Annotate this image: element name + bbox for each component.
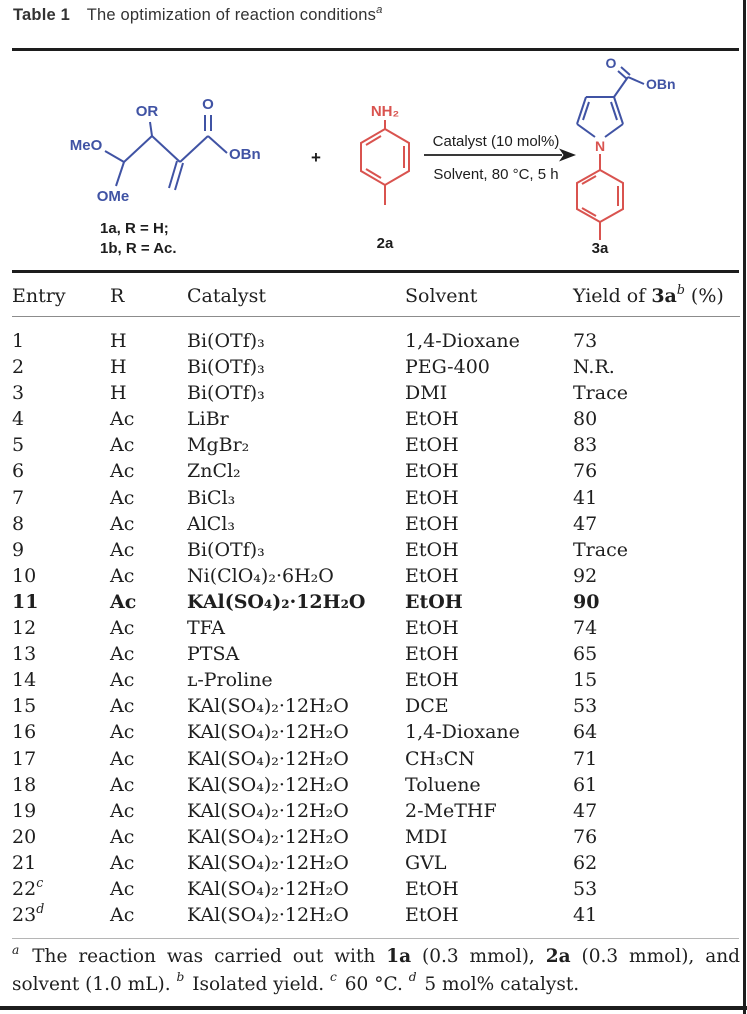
plus-sign: +: [311, 148, 321, 167]
r-cell: Ac: [110, 460, 135, 483]
yield-cell: 65: [573, 643, 598, 666]
yield-cell: 62: [573, 851, 598, 874]
reactant-1-structure: [105, 115, 227, 190]
catalyst-cell: KAl(SO₄)₂·12H₂O: [187, 773, 349, 796]
solvent-cell: 1,4-Dioxane: [405, 330, 520, 352]
table-row: [12, 850, 740, 876]
solvent-cell: DCE: [405, 695, 449, 718]
entry-cell: 18: [12, 773, 37, 796]
yield-cell: 76: [573, 460, 598, 483]
solvent-cell: EtOH: [405, 460, 459, 483]
catalyst-cell: BiCl₃: [187, 486, 236, 509]
entry-cell: 10: [12, 564, 37, 587]
entry-cell: 5: [12, 434, 25, 457]
r-cell: Ac: [110, 669, 135, 692]
yield-cell: 53: [573, 695, 598, 718]
yield-cell: 41: [573, 486, 598, 509]
r-cell: Ac: [110, 564, 135, 587]
yield-cell: N.R.: [573, 356, 615, 379]
solvent-cell: CH₃CN: [405, 747, 475, 770]
solvent-cell: PEG-400: [405, 356, 490, 379]
entry-cell: 20: [12, 825, 37, 848]
solvent-cell: MDI: [405, 825, 448, 848]
table-row: [12, 537, 740, 563]
yield-cell: 47: [573, 799, 598, 822]
catalyst-cell: KAl(SO₄)₂·12H₂O: [187, 721, 349, 744]
entry-cell: 12: [12, 617, 37, 640]
r-cell: Ac: [110, 721, 135, 744]
yield-cell: 90: [573, 590, 600, 613]
header-top-rule: [12, 270, 739, 273]
r-cell: Ac: [110, 408, 135, 431]
footnotes: $^a$ The reaction was carried out with 1a (0.3 mmol), 2a (0.3 mmol), and solvent (1.0 mL). $^b$ Isolated yield. $^c$ 60 °C. $^d$ 5 mol% catalyst.: [12, 942, 740, 995]
catalyst-cell: PTSA: [187, 643, 240, 666]
table-row: [12, 485, 740, 511]
r-cell: Ac: [110, 486, 135, 509]
right-border: [743, 0, 746, 1014]
column-header-catalyst: Catalyst: [187, 276, 405, 317]
yield-cell: 80: [573, 408, 598, 431]
table-row: [12, 902, 740, 928]
product-structure: [577, 67, 644, 240]
entry-cell: 19: [12, 799, 37, 822]
entry-cell: 8: [12, 512, 25, 535]
catalyst-cell: KAl(SO₄)₂·12H₂O: [187, 695, 349, 718]
footnote-rule: [12, 938, 739, 939]
bottom-border: [0, 1006, 747, 1010]
reactant-1-caption-line2: 1b, R = Ac.: [100, 240, 177, 257]
r-cell: Ac: [110, 434, 135, 457]
column-header-solvent: Solvent: [405, 276, 573, 317]
catalyst-cell: KAl(SO₄)₂·12H₂O: [187, 747, 349, 770]
catalyst-cell: Ni(ClO₄)₂·6H₂O: [187, 564, 334, 587]
solvent-cell: EtOH: [405, 643, 459, 666]
table-row: [12, 746, 740, 772]
entry-cell: 3: [12, 382, 25, 405]
catalyst-cell: Bi(OTf)₃: [187, 356, 265, 379]
table-row: [12, 406, 740, 432]
r-cell: Ac: [110, 538, 135, 561]
catalyst-cell: KAl(SO₄)₂·12H₂O: [187, 877, 349, 900]
table-row: [12, 772, 740, 798]
table-row: [12, 354, 740, 380]
table-row: [12, 589, 740, 615]
reactant-1-caption-line1: 1a, R = H;: [100, 220, 169, 237]
column-header-yield: Yield of $3a^b$ (%): [573, 276, 740, 317]
solvent-cell: 2-MeTHF: [405, 799, 497, 822]
table-row: [12, 667, 740, 693]
table-row: [12, 693, 740, 719]
catalyst-cell: KAl(SO₄)₂·12H₂O: [187, 904, 349, 927]
entry-cell: 17: [12, 747, 37, 770]
yield-cell: 71: [573, 747, 598, 770]
table-caption: Table 1 The optimization of reaction conditions$^a$: [13, 3, 383, 24]
or-label: OR: [135, 103, 159, 120]
yield-cell: 41: [573, 904, 598, 927]
table-row: [12, 824, 740, 850]
yield-cell: 76: [573, 825, 598, 848]
table-row: [12, 719, 740, 745]
catalyst-cell: ZnCl₂: [187, 460, 241, 483]
r-cell: Ac: [110, 512, 135, 535]
solvent-cell: EtOH: [405, 617, 459, 640]
catalyst-cell: TFA: [187, 617, 225, 640]
solvent-cell: Toluene: [405, 773, 481, 796]
r-cell: Ac: [110, 904, 135, 927]
solvent-cell: EtOH: [405, 590, 463, 613]
header-row: [12, 276, 740, 317]
table-row: [12, 380, 740, 406]
carbonyl-o-label: O: [202, 96, 214, 113]
r-cell: H: [110, 356, 127, 379]
solvent-cell: EtOH: [405, 408, 459, 431]
entry-cell: 23$^d$: [12, 900, 45, 927]
column-header-r: R: [110, 276, 187, 317]
nh2-label: NH₂: [370, 103, 400, 120]
solvent-cell: EtOH: [405, 434, 459, 457]
reactant-2-structure: [361, 120, 409, 205]
solvent-cell: EtOH: [405, 669, 459, 692]
r-cell: Ac: [110, 747, 135, 770]
table-row: [12, 798, 740, 824]
product-carbonyl-o-label: O: [605, 55, 617, 71]
arrow-condition-bottom: Solvent, 80 °C, 5 h: [433, 166, 559, 183]
table-row: [12, 876, 740, 902]
entry-cell: 21: [12, 851, 37, 874]
product-caption: 3a: [591, 240, 609, 257]
entry-cell: 11: [12, 590, 39, 613]
r-cell: Ac: [110, 643, 135, 666]
conditions-table: [12, 276, 740, 928]
solvent-cell: GVL: [405, 851, 447, 874]
catalyst-cell: Bi(OTf)₃: [187, 538, 265, 561]
solvent-cell: EtOH: [405, 877, 459, 900]
yield-cell: 64: [573, 721, 598, 744]
catalyst-cell: Bi(OTf)₃: [187, 330, 265, 352]
reaction-arrow: [424, 149, 576, 162]
entry-cell: 2: [12, 356, 25, 379]
r-cell: Ac: [110, 877, 135, 900]
catalyst-cell: KAl(SO₄)₂·12H₂O: [187, 825, 349, 848]
solvent-cell: EtOH: [405, 512, 459, 535]
yield-cell: 83: [573, 434, 598, 457]
yield-cell: 74: [573, 617, 598, 640]
yield-cell: 92: [573, 564, 598, 587]
catalyst-cell: MgBr₂: [187, 434, 250, 457]
catalyst-cell: LiBr: [187, 408, 229, 431]
r-cell: Ac: [110, 799, 135, 822]
entry-cell: 15: [12, 695, 37, 718]
reactant-2-caption: 2a: [376, 235, 394, 252]
table-row: [12, 317, 740, 355]
table-row: [12, 563, 740, 589]
column-header-entry: Entry: [12, 276, 110, 317]
r-cell: Ac: [110, 773, 135, 796]
r-cell: H: [110, 330, 127, 352]
catalyst-cell: AlCl₃: [187, 512, 236, 535]
solvent-cell: EtOH: [405, 564, 459, 587]
yield-cell: Trace: [573, 538, 628, 561]
r-cell: Ac: [110, 590, 137, 613]
r-cell: H: [110, 382, 127, 405]
solvent-cell: DMI: [405, 382, 448, 405]
entry-cell: 1: [12, 330, 25, 352]
yield-cell: 47: [573, 512, 598, 535]
entry-cell: 7: [12, 486, 25, 509]
solvent-cell: EtOH: [405, 904, 459, 927]
entry-cell: 9: [12, 538, 25, 561]
yield-cell: 73: [573, 330, 598, 352]
solvent-cell: 1,4-Dioxane: [405, 721, 520, 744]
reaction-scheme: [0, 55, 747, 268]
table-row: [12, 511, 740, 537]
entry-cell: 14: [12, 669, 37, 692]
catalyst-cell: KAl(SO₄)₂·12H₂O: [187, 590, 366, 613]
yield-cell: 15: [573, 669, 598, 692]
yield-cell: Trace: [573, 382, 628, 405]
catalyst-cell: KAl(SO₄)₂·12H₂O: [187, 851, 349, 874]
yield-cell: 61: [573, 773, 598, 796]
solvent-cell: EtOH: [405, 486, 459, 509]
r-cell: Ac: [110, 825, 135, 848]
entry-cell: 16: [12, 721, 37, 744]
catalyst-cell: ʟ-Proline: [187, 669, 273, 692]
solvent-cell: EtOH: [405, 538, 459, 561]
table-row: [12, 432, 740, 458]
table-row: [12, 615, 740, 641]
catalyst-cell: KAl(SO₄)₂·12H₂O: [187, 799, 349, 822]
obn-label: OBn: [229, 146, 261, 163]
product-n-label: N: [594, 138, 606, 154]
ome-label: OMe: [96, 188, 130, 205]
r-cell: Ac: [110, 695, 135, 718]
yield-cell: 53: [573, 877, 598, 900]
entry-cell: 22$^c$: [12, 874, 44, 900]
entry-cell: 13: [12, 643, 37, 666]
table-row: [12, 641, 740, 667]
top-rule: [12, 48, 739, 51]
arrow-condition-top: Catalyst (10 mol%): [432, 133, 560, 150]
r-cell: Ac: [110, 617, 135, 640]
entry-cell: 6: [12, 460, 25, 483]
r-cell: Ac: [110, 851, 135, 874]
catalyst-cell: Bi(OTf)₃: [187, 382, 265, 405]
meo-label: MeO: [69, 137, 103, 154]
entry-cell: 4: [12, 408, 25, 431]
product-obn-label: OBn: [646, 76, 676, 92]
table-row: [12, 458, 740, 484]
